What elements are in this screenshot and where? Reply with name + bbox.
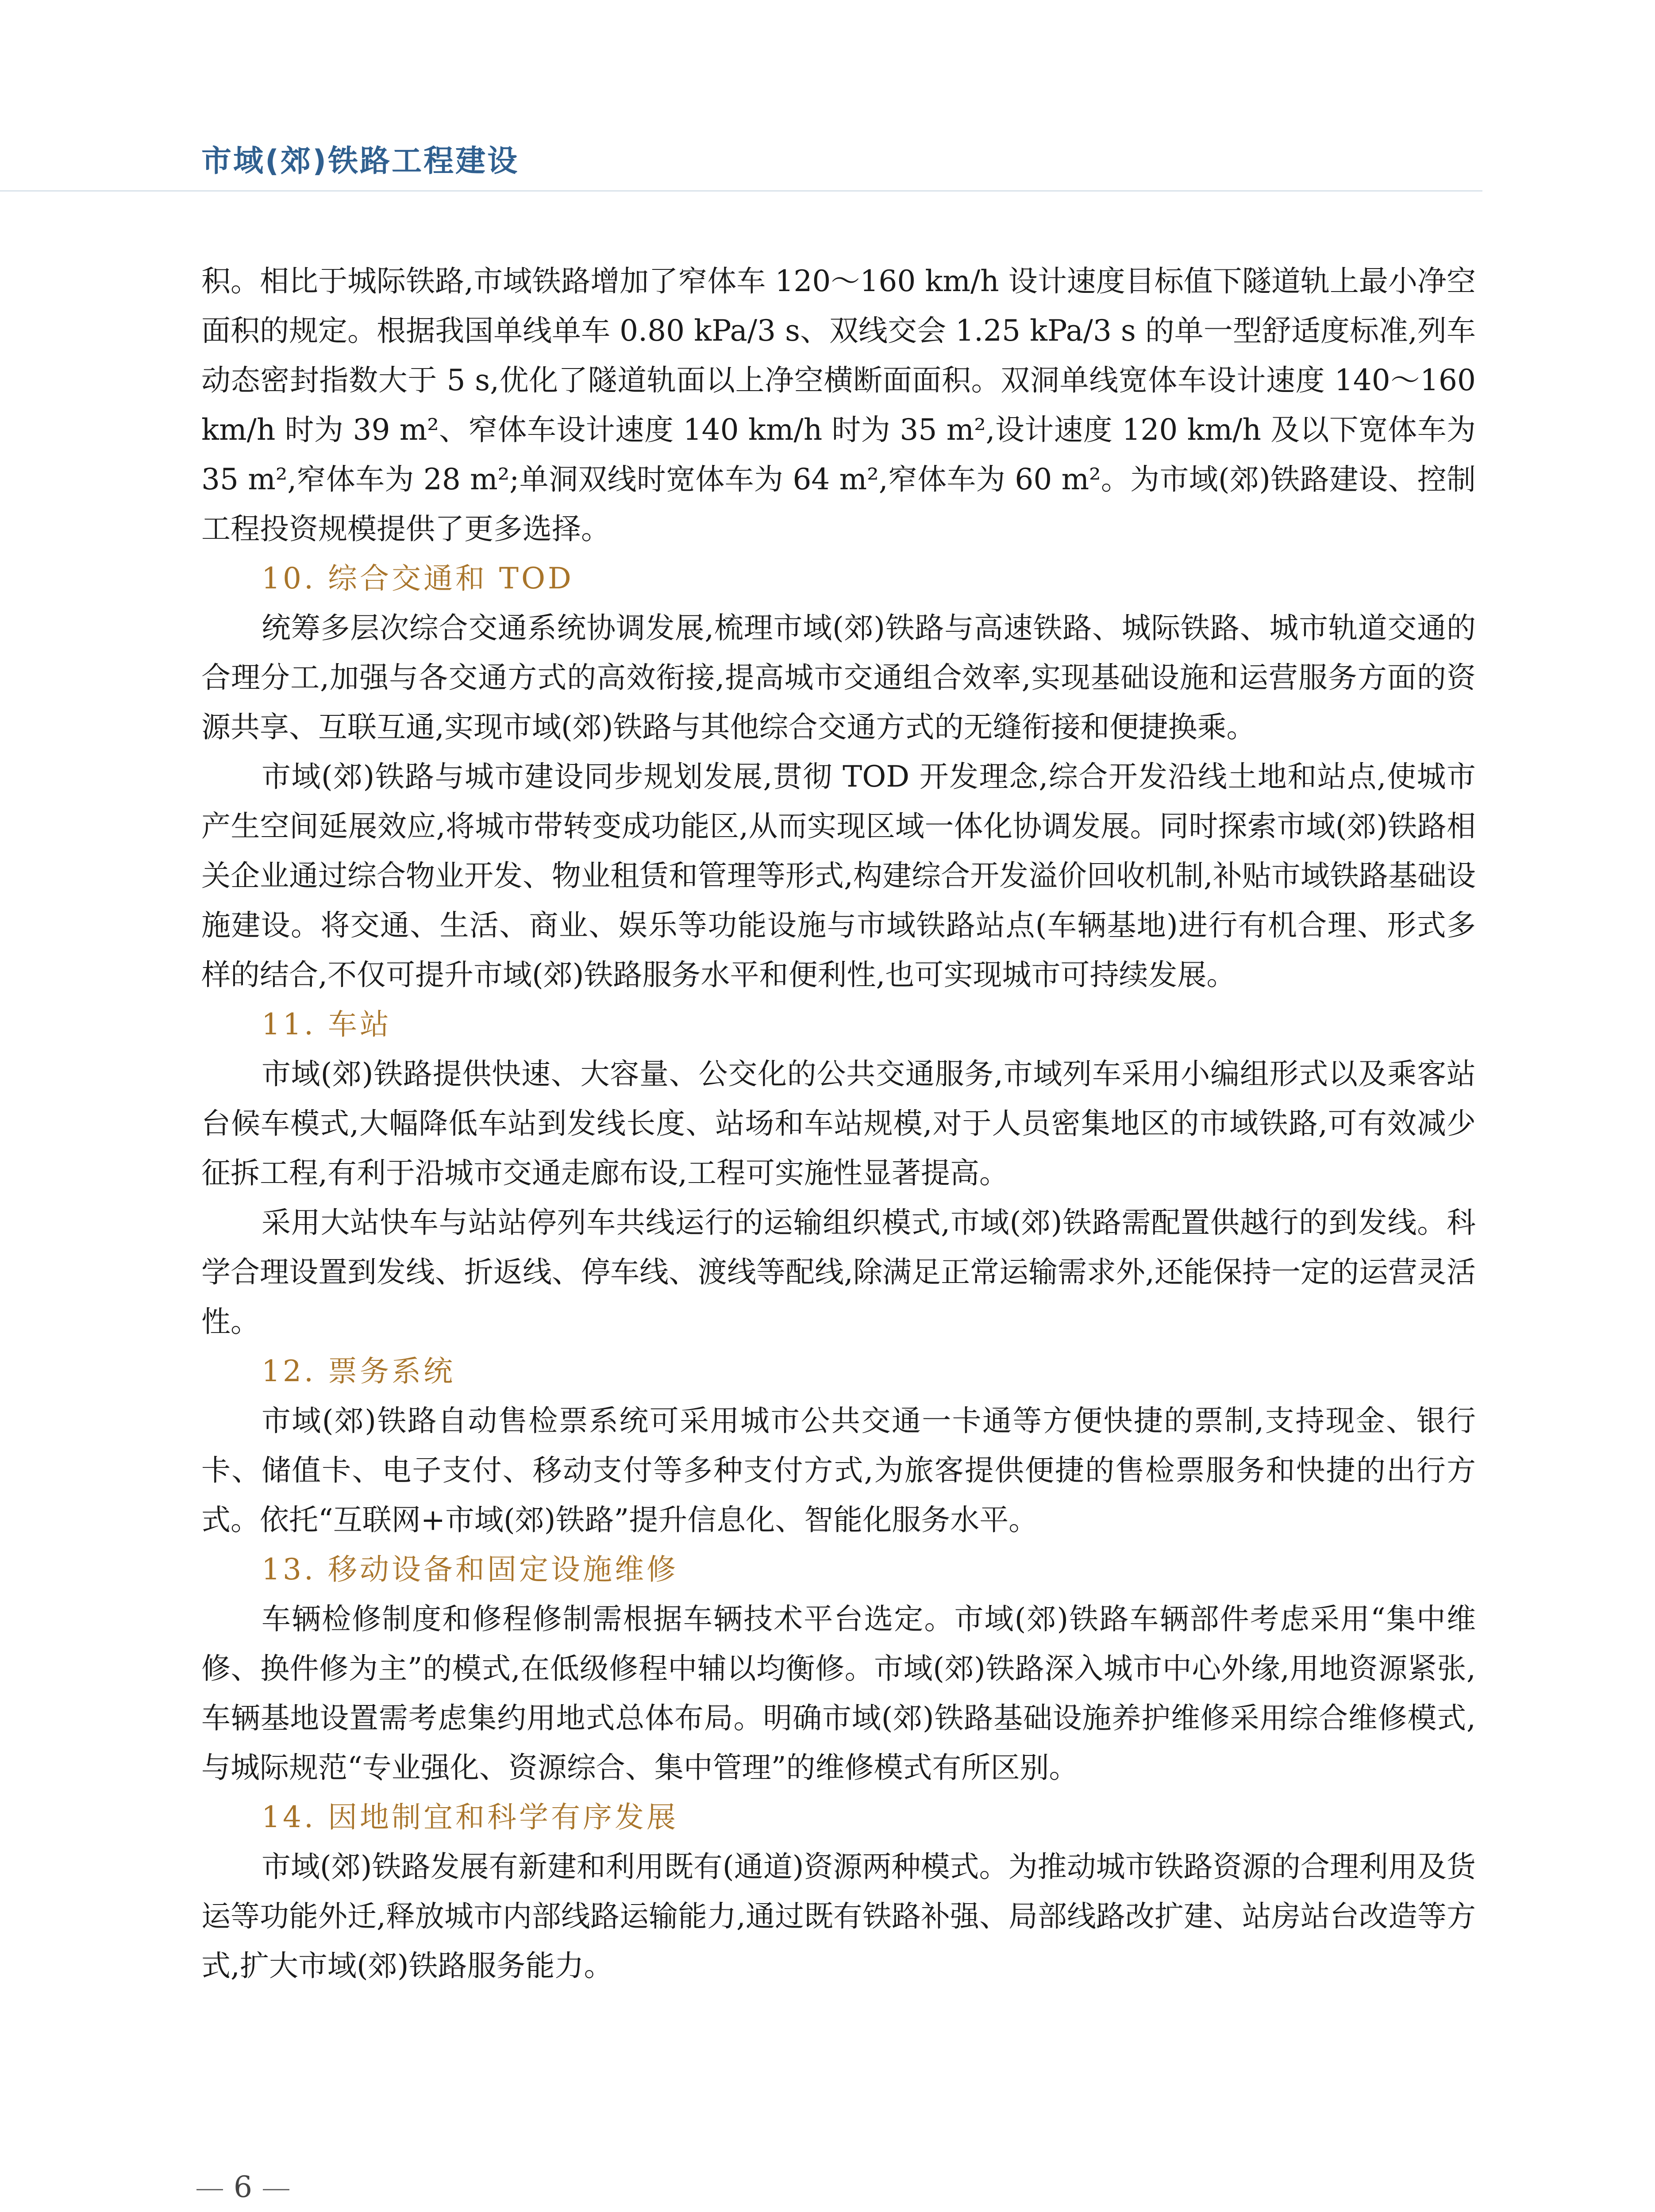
folio-dash-left [196, 2189, 223, 2190]
paragraph-continued: 积。相比于城际铁路,市域铁路增加了窄体车 120～160 km/h 设计速度目标值下隧道轨上最小净空面积的规定。根据我国单线单车 0.80 kPa/3 s、双线交会 1.25 kPa/3 s 的单一型舒适度标准,列车动态密封指数大于 5 s,优化了隧道轨面以上净空横断面面积。双洞单线宽体车设计速度 140～160 km/h 时为 39 m²、窄体车设计速度 140 km/h 时为 35 m²,设计速度 120 km/h 及以下宽体车为 35 m²,窄体车为 28 m²;单洞双线时宽体车为 64 m²,窄体车为 60 m²。为市域(郊)铁路建设、控制工程投资规模提供了更多选择。 [201, 264, 1476, 546]
section-heading-11: 11. 车站 [262, 1007, 392, 1041]
section-heading-14: 14. 因地制宜和科学有序发展 [262, 1800, 678, 1834]
page-number: 6 [234, 2170, 252, 2204]
section-heading-13: 13. 移动设备和固定设施维修 [262, 1552, 678, 1586]
page-folio [186, 2170, 300, 2204]
paragraph-14: 市域(郊)铁路发展有新建和利用既有(通道)资源两种模式。为推动城市铁路资源的合理利用及货运等功能外迁,释放城市内部线路运输能力,通过既有铁路补强、局部线路改扩建、站房站台改造等方式,扩大市域(郊)铁路服务能力。 [201, 1850, 1476, 1983]
section-heading-12: 12. 票务系统 [262, 1354, 455, 1388]
paragraph-11b: 采用大站快车与站站停列车共线运行的运输组织模式,市域(郊)铁路需配置供越行的到发线。科学合理设置到发线、折返线、停车线、渡线等配线,除满足正常运输需求外,还能保持一定的运营灵活性。 [201, 1206, 1476, 1339]
paragraph-11a: 市域(郊)铁路提供快速、大容量、公交化的公共交通服务,市域列车采用小编组形式以及乘客站台候车模式,大幅降低车站到发线长度、站场和车站规模,对于人员密集地区的市域铁路,可有效减少征拆工程,有利于沿城市交通走廊布设,工程可实施性显著提高。 [201, 1057, 1476, 1190]
running-header-title: 市域(郊)铁路工程建设 [201, 144, 520, 179]
folio-dash-right [263, 2189, 289, 2190]
page-body [201, 257, 1476, 1991]
header-divider [0, 190, 1482, 192]
paragraph-13: 车辆检修制度和修程修制需根据车辆技术平台选定。市域(郊)铁路车辆部件考虑采用“集中维修、换件修为主”的模式,在低级修程中辅以均衡修。市域(郊)铁路深入城市中心外缘,用地资源紧张,车辆基地设置需考虑集约用地式总体布局。明确市域(郊)铁路基础设施养护维修采用综合维修模式,与城际规范“专业强化、资源综合、集中管理”的维修模式有所区别。 [201, 1602, 1476, 1785]
paragraph-10a: 统筹多层次综合交通系统协调发展,梳理市域(郊)铁路与高速铁路、城际铁路、城市轨道交通的合理分工,加强与各交通方式的高效衔接,提高城市交通组合效率,实现基础设施和运营服务方面的资源共享、互联互通,实现市域(郊)铁路与其他综合交通方式的无缝衔接和便捷换乘。 [201, 611, 1476, 744]
section-heading-10: 10. 综合交通和 TOD [262, 561, 574, 595]
paragraph-10b: 市域(郊)铁路与城市建设同步规划发展,贯彻 TOD 开发理念,综合开发沿线土地和站点,使城市产生空间延展效应,将城市带转变成功能区,从而实现区域一体化协调发展。同时探索市域(郊)铁路相关企业通过综合物业开发、物业租赁和管理等形式,构建综合开发溢价回收机制,补贴市域铁路基础设施建设。将交通、生活、商业、娱乐等功能设施与市域铁路站点(车辆基地)进行有机合理、形式多样的结合,不仅可提升市域(郊)铁路服务水平和便利性,也可实现城市可持续发展。 [201, 760, 1476, 992]
paragraph-12: 市域(郊)铁路自动售检票系统可采用城市公共交通一卡通等方便快捷的票制,支持现金、银行卡、储值卡、电子支付、移动支付等多种支付方式,为旅客提供便捷的售检票服务和快捷的出行方式。依托“互联网+市域(郊)铁路”提升信息化、智能化服务水平。 [201, 1404, 1476, 1537]
